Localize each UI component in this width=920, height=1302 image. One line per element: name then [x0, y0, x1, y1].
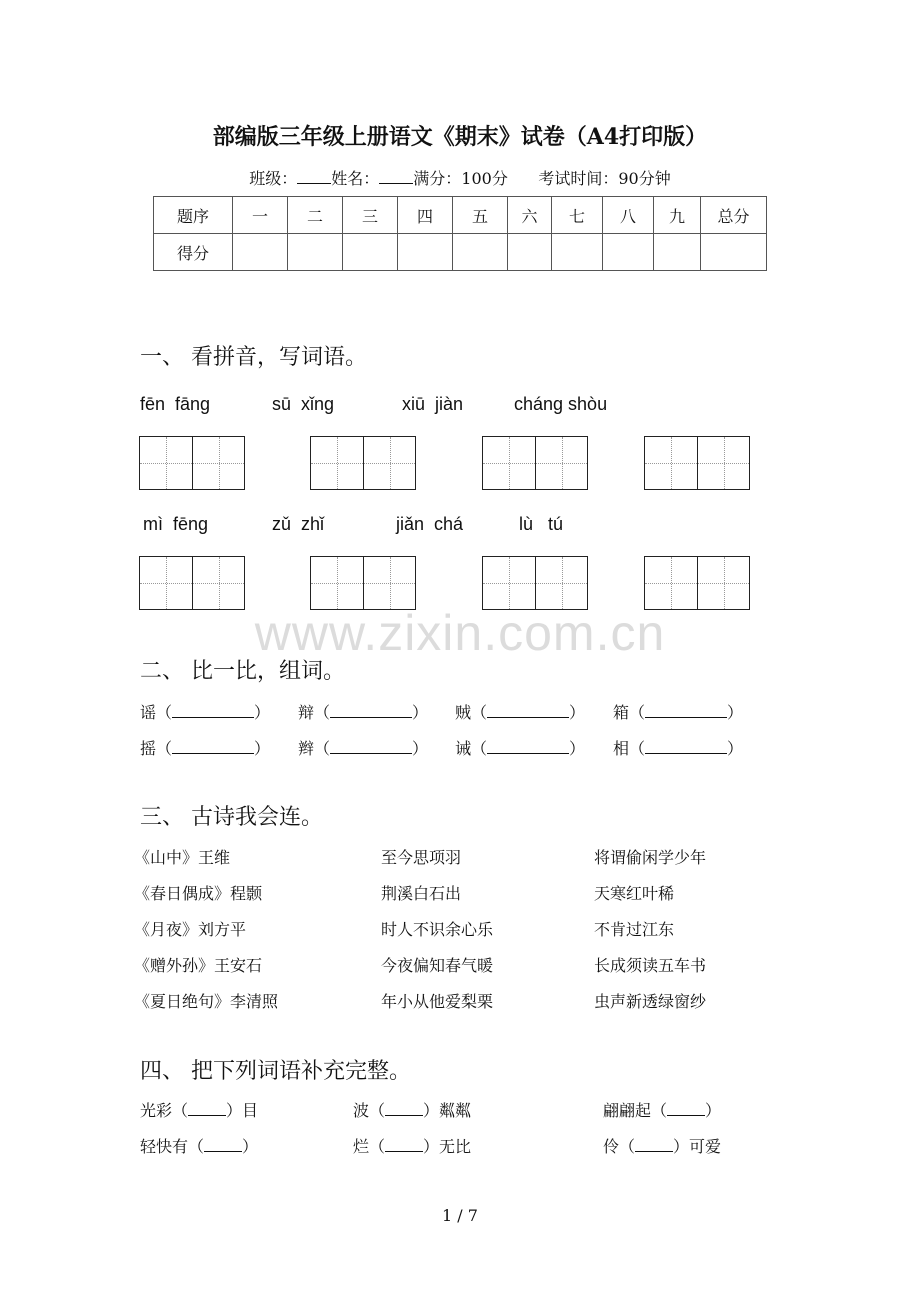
header-cell: 二: [288, 197, 343, 234]
class-label: 班级：: [249, 169, 298, 188]
poem-line[interactable]: 年小从他爱梨栗: [381, 992, 494, 1011]
compare-item: 贼（ ）: [455, 703, 586, 722]
answer-blank[interactable]: [487, 705, 569, 718]
header-cell: 八: [603, 197, 654, 234]
poem-line[interactable]: 今夜偏知春气暖: [381, 956, 494, 975]
header-cell: 题序: [154, 197, 233, 234]
answer-blank[interactable]: [330, 705, 412, 718]
character-grid[interactable]: [310, 436, 416, 490]
score-cell[interactable]: [701, 234, 767, 271]
score-row-label: 得分: [154, 234, 233, 271]
poem-line[interactable]: 至今思项羽: [381, 848, 462, 867]
exam-time: 考试时间：90分钟: [538, 169, 671, 188]
answer-blank[interactable]: [645, 741, 727, 754]
poem-line[interactable]: 天寒红叶稀: [594, 884, 675, 903]
character-grid[interactable]: [310, 556, 416, 610]
idiom-item: 轻快有（ ）: [140, 1137, 259, 1156]
answer-blank[interactable]: [385, 1139, 423, 1152]
section-1-heading: 一、 看拼音，写词语。: [140, 345, 367, 370]
poem-title[interactable]: 《山中》王维: [134, 848, 231, 867]
poem-line[interactable]: 不肯过江东: [594, 920, 675, 939]
compare-item: 辫（ ）: [298, 739, 429, 758]
character-grid[interactable]: [644, 556, 750, 610]
score-cell[interactable]: [453, 234, 508, 271]
poem-line[interactable]: 虫声新透绿窗纱: [594, 992, 707, 1011]
score-cell[interactable]: [343, 234, 398, 271]
poem-title[interactable]: 《夏日绝句》李清照: [134, 992, 279, 1011]
answer-blank[interactable]: [645, 705, 727, 718]
answer-blank[interactable]: [330, 741, 412, 754]
pinyin: fēn fāng: [140, 394, 211, 414]
compare-item: 辩（ ）: [298, 703, 429, 722]
answer-blank[interactable]: [188, 1103, 226, 1116]
answer-blank[interactable]: [487, 741, 569, 754]
header-cell: 七: [552, 197, 603, 234]
section-2-heading: 二、 比一比，组词。: [140, 659, 345, 684]
score-cell[interactable]: [552, 234, 603, 271]
pinyin: mì fēng: [143, 514, 209, 534]
pinyin: cháng shòu: [514, 394, 608, 414]
poem-line[interactable]: 将谓偷闲学少年: [594, 848, 707, 867]
pinyin: zǔ zhǐ: [272, 514, 325, 534]
compare-item: 谣（ ）: [140, 703, 271, 722]
compare-item: 箱（ ）: [613, 703, 744, 722]
score-cell[interactable]: [508, 234, 552, 271]
header-cell: 五: [453, 197, 508, 234]
poem-title[interactable]: 《春日偶成》程颢: [134, 884, 263, 903]
answer-blank[interactable]: [172, 741, 254, 754]
score-table-header-row: [154, 197, 767, 234]
score-cell[interactable]: [398, 234, 453, 271]
answer-blank[interactable]: [204, 1139, 242, 1152]
watermark: www.zixin.com.cn: [254, 605, 666, 661]
name-blank[interactable]: [379, 169, 413, 184]
character-grid[interactable]: [482, 556, 588, 610]
idiom-item: 光彩（ ）目: [140, 1101, 259, 1120]
poem-title[interactable]: 《月夜》刘方平: [134, 920, 247, 939]
score-cell[interactable]: [288, 234, 343, 271]
section-4-heading: 四、 把下列词语补充完整。: [140, 1059, 411, 1084]
idiom-item: 波（ ）粼粼: [353, 1101, 472, 1120]
idiom-item: 翩翩起（ ）: [603, 1101, 722, 1120]
page-title: 部编版三年级上册语文《期末》试卷（A4打印版）: [212, 124, 708, 150]
poem-title[interactable]: 《赠外孙》王安石: [134, 956, 263, 975]
pinyin: sū xǐng: [272, 394, 335, 414]
header-cell: 一: [233, 197, 288, 234]
header-cell: 总分: [701, 197, 767, 234]
score-table: [153, 196, 767, 271]
answer-blank[interactable]: [635, 1139, 673, 1152]
pinyin: xiū jiàn: [402, 394, 464, 414]
header-cell: 六: [508, 197, 552, 234]
character-grid[interactable]: [139, 556, 245, 610]
score-cell[interactable]: [233, 234, 288, 271]
compare-item: 摇（ ）: [140, 739, 271, 758]
header-cell: 三: [343, 197, 398, 234]
poem-line[interactable]: 荆溪白石出: [381, 884, 462, 903]
character-grid[interactable]: [644, 436, 750, 490]
character-grid[interactable]: [139, 436, 245, 490]
answer-blank[interactable]: [667, 1103, 705, 1116]
idiom-item: 伶（ ）可爱: [603, 1137, 722, 1156]
section-3-heading: 三、 古诗我会连。: [140, 805, 323, 830]
character-grid[interactable]: [482, 436, 588, 490]
pinyin: jiǎn chá: [396, 514, 464, 534]
pinyin: lù tú: [519, 514, 564, 534]
name-label: 姓名：: [331, 169, 380, 188]
idiom-item: 烂（ ）无比: [353, 1137, 472, 1156]
full-score: 满分：100分: [413, 169, 508, 188]
compare-item: 相（ ）: [613, 739, 744, 758]
header-cell: 九: [654, 197, 701, 234]
poem-line[interactable]: 长成须读五车书: [594, 956, 707, 975]
compare-item: 诫（ ）: [455, 739, 586, 758]
score-cell[interactable]: [654, 234, 701, 271]
score-table-score-row: [154, 234, 767, 271]
answer-blank[interactable]: [172, 705, 254, 718]
poem-line[interactable]: 时人不识余心乐: [381, 920, 494, 939]
student-info-line: [0, 166, 920, 189]
score-cell[interactable]: [603, 234, 654, 271]
class-blank[interactable]: [297, 169, 331, 184]
header-cell: 四: [398, 197, 453, 234]
answer-blank[interactable]: [385, 1103, 423, 1116]
page-number: 1 / 7: [442, 1206, 478, 1225]
